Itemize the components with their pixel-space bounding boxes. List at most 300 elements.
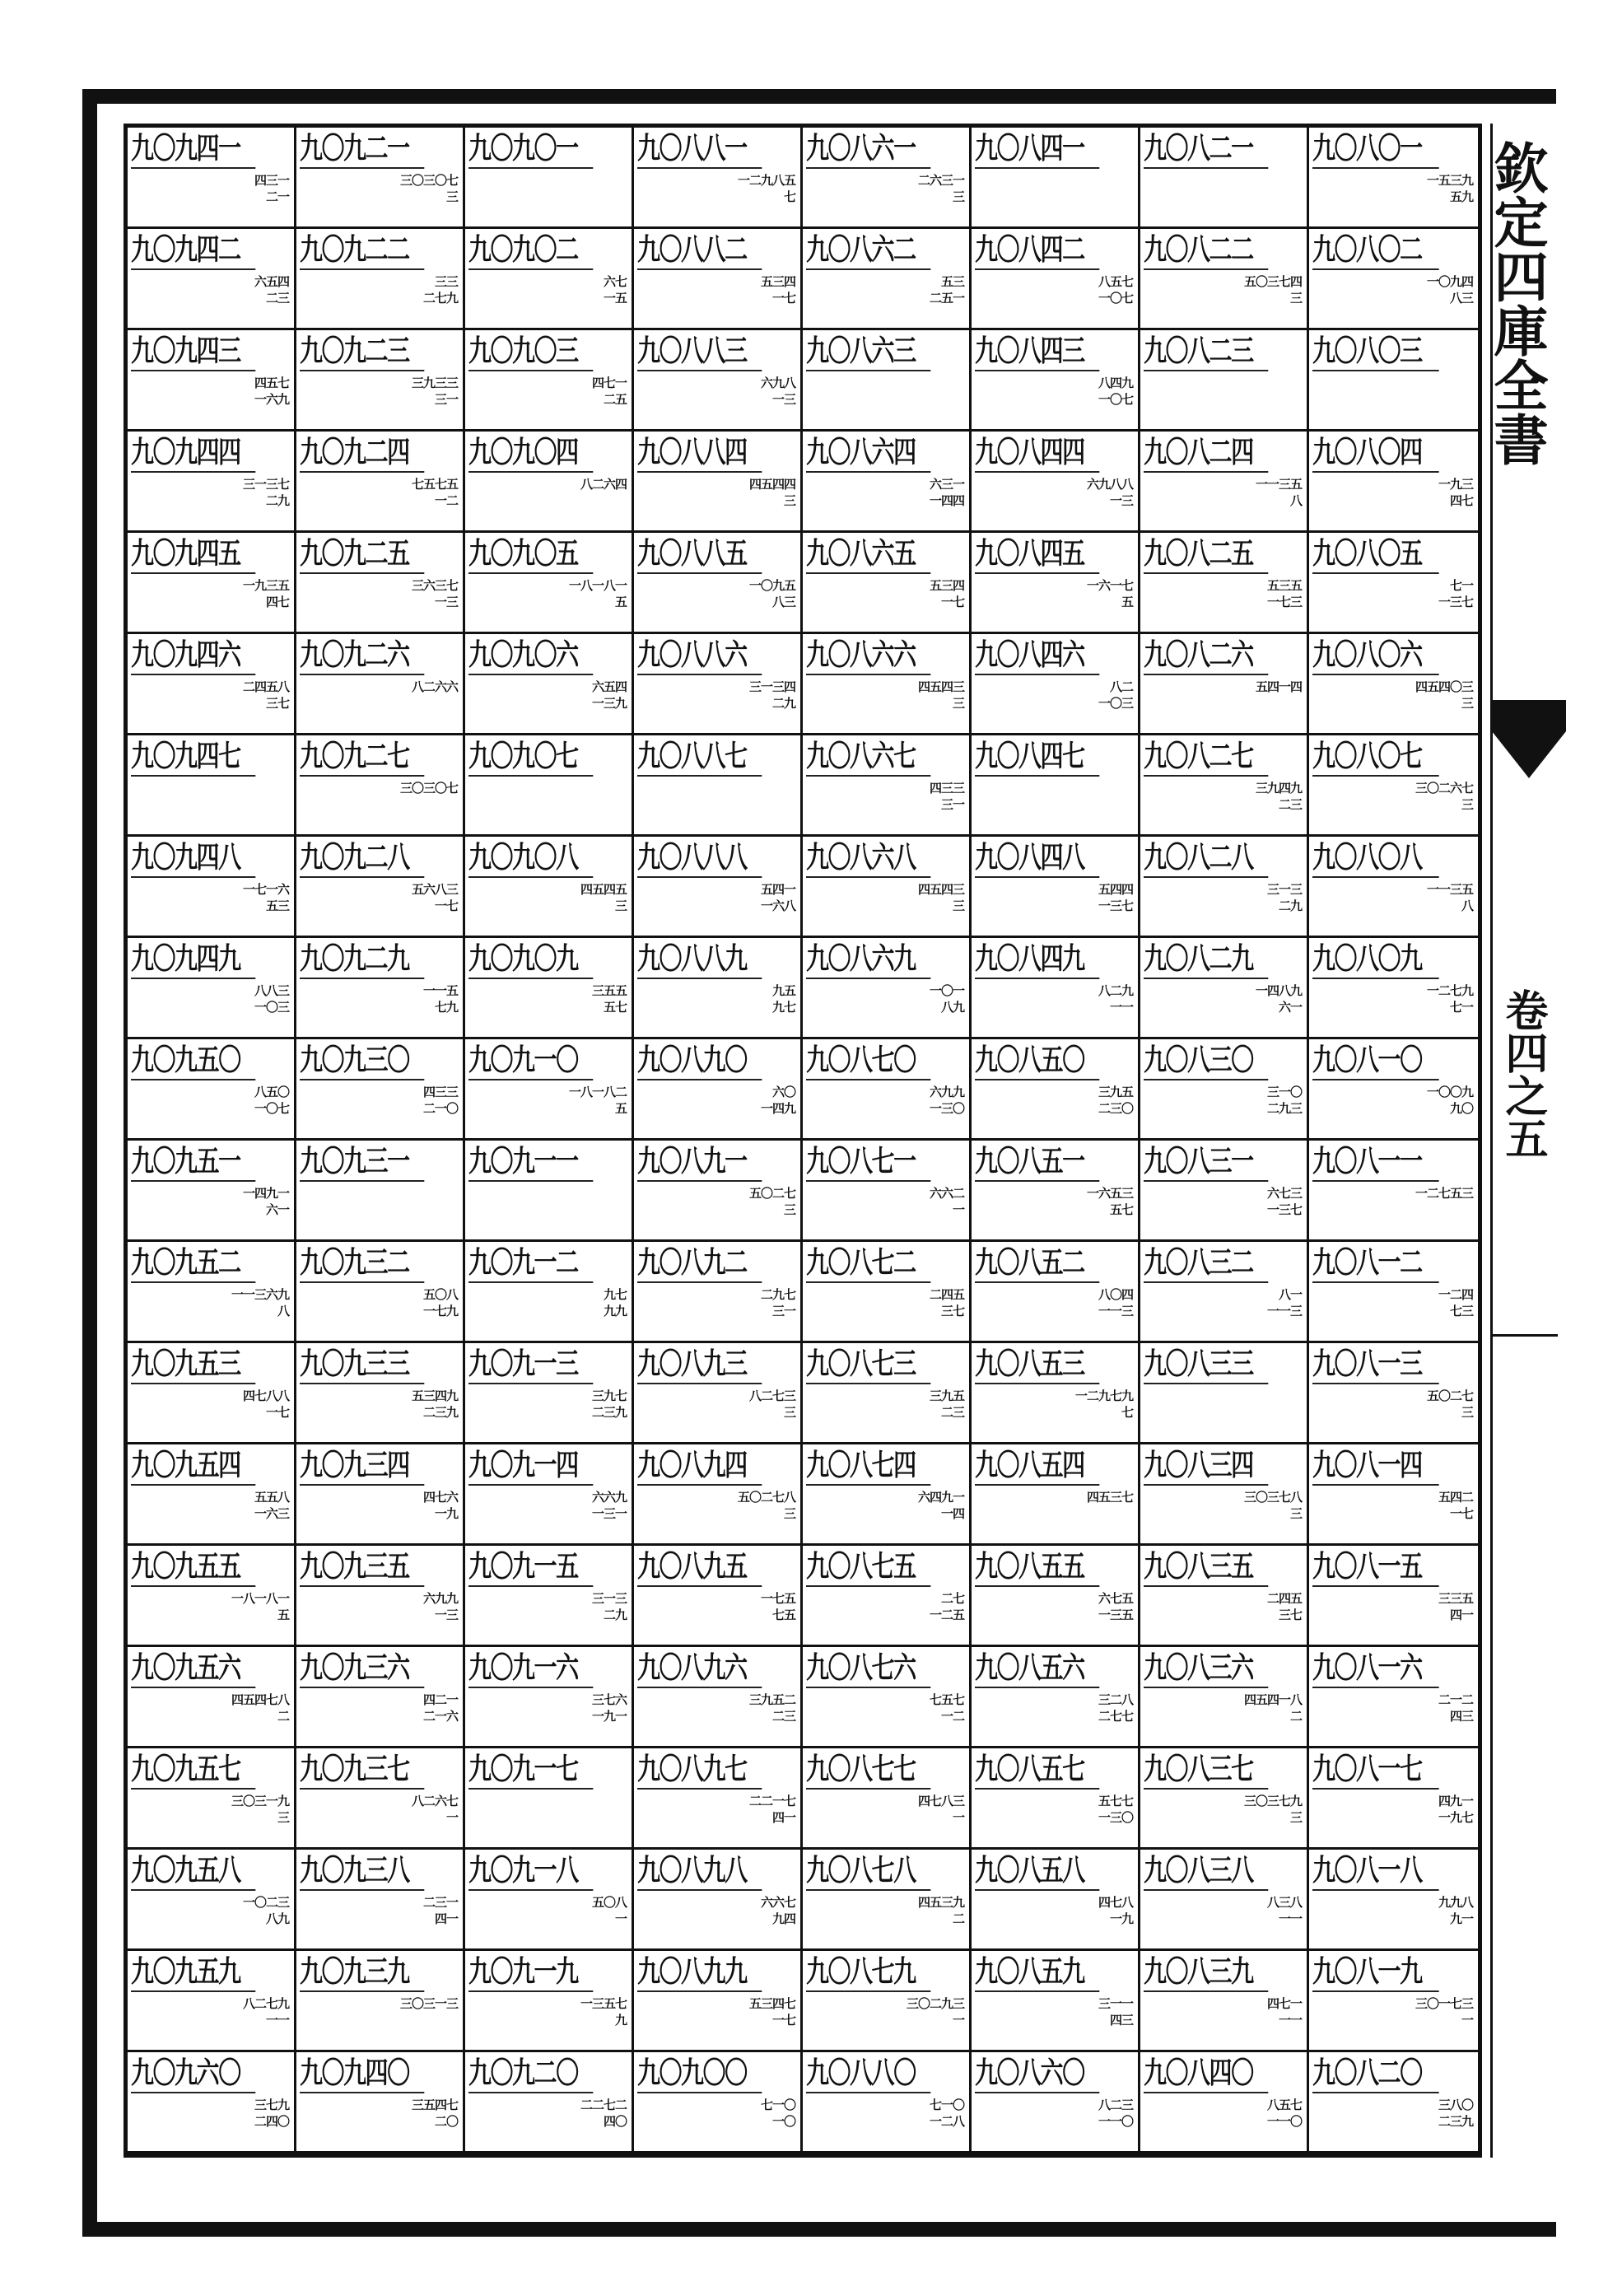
entry-value: 四五四三 三 — [917, 679, 964, 711]
entry-value: 五〇二七八 三 — [737, 1490, 795, 1521]
entry-number: 九〇八六二 — [806, 231, 930, 270]
entry-number: 九〇八五一 — [975, 1142, 1099, 1182]
entry-number: 九〇八四四 — [975, 433, 1099, 473]
table-cell — [296, 735, 465, 837]
entry-value: 三三五 四一 — [1438, 1591, 1473, 1622]
entry-value: 三九四九 二三 — [1255, 781, 1302, 812]
entry-number: 九〇九三一 — [300, 1142, 424, 1182]
table-cell — [296, 533, 465, 634]
table-cell — [634, 1444, 803, 1546]
table-cell — [128, 1242, 296, 1343]
entry-value: 三〇一七三 一 — [1415, 1996, 1473, 2028]
table-cell — [1309, 1647, 1478, 1748]
entry-number: 九〇八六七 — [806, 737, 930, 777]
entry-number: 九〇八六四 — [806, 433, 930, 473]
entry-value: 一二九八五 七 — [737, 173, 795, 204]
entry-number: 九〇八六三 — [806, 332, 930, 371]
entry-value: 一〇一 八九 — [929, 983, 964, 1015]
entry-value: 五〇二七 三 — [748, 1186, 795, 1217]
table-cell — [634, 128, 803, 229]
entry-value: 一八一八一 五 — [568, 578, 627, 609]
entry-number: 九〇八八三 — [637, 332, 762, 371]
entry-number: 九〇九五六 — [131, 1649, 255, 1688]
entry-value: 一〇九四 八三 — [1426, 274, 1473, 306]
entry-value: 一九三 四七 — [1438, 477, 1473, 508]
entry-number: 九〇八九六 — [637, 1649, 762, 1688]
entry-number: 九〇九五八 — [131, 1851, 255, 1891]
entry-value: 三一三 二九 — [591, 1591, 627, 1622]
entry-number: 九〇八〇九 — [1312, 940, 1439, 979]
entry-value: 一七一六 五三 — [242, 882, 289, 913]
entry-number: 九〇八一二 — [1312, 1244, 1439, 1283]
entry-number: 九〇九二七 — [300, 737, 424, 777]
table-cell — [634, 938, 803, 1039]
entry-number: 九〇九二六 — [300, 636, 424, 675]
table-cell — [972, 432, 1140, 533]
table-cell — [1309, 1039, 1478, 1141]
entry-number: 九〇八二五 — [1144, 534, 1268, 574]
entry-value: 四三一 二一 — [254, 173, 289, 204]
entry-number: 九〇九四二 — [131, 231, 255, 270]
entry-value: 一一三六九 八 — [231, 1287, 289, 1318]
entry-number: 九〇八七九 — [806, 1953, 930, 1992]
entry-value: 六五四 一三九 — [591, 679, 627, 711]
entry-value: 八三八 一一 — [1266, 1895, 1302, 1926]
entry-number: 九〇八四九 — [975, 940, 1099, 979]
table-cell — [972, 1850, 1140, 1951]
entry-number: 九〇九一九 — [468, 1953, 593, 1992]
entry-value: 八八三 一〇三 — [254, 983, 289, 1015]
entry-number: 九〇九二三 — [300, 332, 424, 371]
table-cell — [1309, 432, 1478, 533]
entry-value: 三二八 二七七 — [1098, 1692, 1133, 1724]
entry-number: 九〇八八五 — [637, 534, 762, 574]
entry-value: 三一一 四三 — [1098, 1996, 1133, 2028]
entry-number: 九〇八五九 — [975, 1953, 1099, 1992]
entry-number: 九〇九三三 — [300, 1345, 424, 1384]
entry-value: 三一三七 二九 — [242, 477, 289, 508]
table-cell — [1140, 1647, 1309, 1748]
table-cell — [128, 432, 296, 533]
table-cell — [1309, 1444, 1478, 1546]
entry-value: 三九五二 二三 — [748, 1692, 795, 1724]
entry-value: 二九七 三一 — [760, 1287, 795, 1318]
table-cell — [296, 1647, 465, 1748]
table-cell — [1309, 938, 1478, 1039]
table-cell — [972, 1546, 1140, 1647]
table-cell — [465, 330, 634, 432]
entry-value: 六九八 一三 — [760, 376, 795, 407]
entry-number: 九〇八五五 — [975, 1547, 1099, 1587]
entry-number: 九〇九二二 — [300, 231, 424, 270]
entry-value: 一一三五 八 — [1426, 882, 1473, 913]
entry-value: 二六三一 三 — [917, 173, 964, 204]
entry-value: 四五三九 二 — [917, 1895, 964, 1926]
entry-value: 三五五 五七 — [591, 983, 627, 1015]
entry-value: 九七 九九 — [603, 1287, 627, 1318]
table-cell — [803, 938, 972, 1039]
entry-number: 九〇九〇七 — [468, 737, 593, 777]
entry-number: 九〇八〇八 — [1312, 838, 1439, 878]
entry-number: 九〇八五八 — [975, 1851, 1099, 1891]
entry-number: 九〇八八二 — [637, 231, 762, 270]
entry-number: 九〇八〇一 — [1312, 129, 1439, 169]
entry-number: 九〇八五七 — [975, 1750, 1099, 1790]
entry-number: 九〇八二六 — [1144, 636, 1268, 675]
table-cell — [634, 1647, 803, 1748]
table-cell — [972, 330, 1140, 432]
table-cell — [803, 634, 972, 735]
entry-value: 五七七 一三〇 — [1098, 1794, 1133, 1825]
table-cell — [1140, 1546, 1309, 1647]
table-cell — [803, 1546, 972, 1647]
entry-number: 九〇八三六 — [1144, 1649, 1268, 1688]
entry-number: 九〇八一八 — [1312, 1851, 1439, 1891]
entry-number: 九〇九三五 — [300, 1547, 424, 1587]
entry-number: 九〇八七一 — [806, 1142, 930, 1182]
entry-number: 九〇八三二 — [1144, 1244, 1268, 1283]
entry-value: 四七八 一九 — [1098, 1895, 1133, 1926]
table-cell — [1309, 1850, 1478, 1951]
table-cell — [972, 938, 1140, 1039]
table-cell — [1140, 1951, 1309, 2052]
entry-value: 二二七二 四〇 — [580, 2098, 627, 2129]
table-cell — [1309, 533, 1478, 634]
entry-number: 九〇八一六 — [1312, 1649, 1439, 1688]
table-cell — [972, 1141, 1140, 1242]
table-cell — [634, 1748, 803, 1850]
table-cell — [803, 1141, 972, 1242]
entry-number: 九〇九三二 — [300, 1244, 424, 1283]
entry-number: 九〇九三九 — [300, 1953, 424, 1992]
table-cell — [634, 634, 803, 735]
entry-value: 五三四 一七 — [760, 274, 795, 306]
table-cell — [634, 1546, 803, 1647]
table-cell — [634, 1343, 803, 1444]
entry-value: 六七三 一三七 — [1266, 1186, 1302, 1217]
entry-number: 九〇九五五 — [131, 1547, 255, 1587]
entry-number: 九〇八九一 — [637, 1142, 762, 1182]
table-cell — [465, 1951, 634, 2052]
table-cell — [1309, 1141, 1478, 1242]
entry-value: 一一五 七九 — [422, 983, 458, 1015]
entry-number: 九〇八九四 — [637, 1446, 762, 1486]
entry-value: 一七五 七五 — [760, 1591, 795, 1622]
entry-value: 九五 九七 — [771, 983, 795, 1015]
entry-number: 九〇九〇八 — [468, 838, 593, 878]
entry-number: 九〇九一三 — [468, 1345, 593, 1384]
entry-value: 一九三五 四七 — [242, 578, 289, 609]
entry-number: 九〇八七三 — [806, 1345, 930, 1384]
entry-value: 一六五三 五七 — [1086, 1186, 1133, 1217]
table-cell — [972, 1647, 1140, 1748]
entry-number: 九〇九二四 — [300, 433, 424, 473]
entry-value: 一〇〇九 九〇 — [1426, 1085, 1473, 1116]
entry-value: 三九七 二三九 — [591, 1388, 627, 1420]
table-cell — [1309, 1951, 1478, 2052]
entry-value: 四五四四 三 — [748, 477, 795, 508]
table-cell — [972, 837, 1140, 938]
entry-value: 三九五 二三 — [929, 1388, 964, 1420]
entry-number: 九〇八九九 — [637, 1953, 762, 1992]
table-cell — [296, 938, 465, 1039]
entry-value: 三七六 一九一 — [591, 1692, 627, 1724]
table-cell — [634, 1850, 803, 1951]
entry-number: 九〇九二〇 — [468, 2054, 593, 2093]
table-cell — [465, 128, 634, 229]
entry-number: 九〇八七二 — [806, 1244, 930, 1283]
entry-number: 九〇九一一 — [468, 1142, 593, 1182]
table-cell — [465, 229, 634, 330]
entry-value: 八二七九 一一 — [242, 1996, 289, 2028]
entry-number: 九〇八二七 — [1144, 737, 1268, 777]
table-cell — [296, 330, 465, 432]
table-cell — [128, 2052, 296, 2154]
number-table — [124, 124, 1482, 2158]
entry-value: 三三 二七九 — [422, 274, 458, 306]
entry-value: 一〇二三 八九 — [242, 1895, 289, 1926]
entry-value: 一八一八二 五 — [568, 1085, 627, 1116]
entry-number: 九〇九四九 — [131, 940, 255, 979]
table-cell — [972, 128, 1140, 229]
table-cell — [296, 837, 465, 938]
entry-value: 八五七 一一〇 — [1266, 2098, 1302, 2129]
entry-value: 六六二 一 — [929, 1186, 964, 1217]
entry-number: 九〇八三八 — [1144, 1851, 1268, 1891]
table-cell — [803, 1343, 972, 1444]
entry-number: 九〇八〇七 — [1312, 737, 1439, 777]
entry-number: 九〇九四一 — [131, 129, 255, 169]
entry-number: 九〇九〇九 — [468, 940, 593, 979]
entry-value: 六七 一五 — [603, 274, 627, 306]
table-cell — [1309, 1748, 1478, 1850]
entry-value: 八二六四 — [580, 477, 627, 492]
entry-number: 九〇八〇五 — [1312, 534, 1439, 574]
entry-number: 九〇九四〇 — [300, 2054, 424, 2093]
entry-value: 三一〇 二九三 — [1266, 1085, 1302, 1116]
entry-number: 九〇八一五 — [1312, 1547, 1439, 1587]
entry-number: 九〇八九〇 — [637, 1041, 762, 1080]
entry-value: 六九九 一三〇 — [929, 1085, 964, 1116]
entry-value: 三〇二六七 三 — [1415, 781, 1473, 812]
entry-value: 四七八三 一 — [917, 1794, 964, 1825]
entry-number: 九〇八〇四 — [1312, 433, 1439, 473]
table-cell — [128, 1141, 296, 1242]
entry-number: 九〇八一九 — [1312, 1953, 1439, 1992]
table-cell — [634, 837, 803, 938]
entry-number: 九〇九一〇 — [468, 1041, 593, 1080]
entry-number: 九〇九五九 — [131, 1953, 255, 1992]
table-cell — [296, 432, 465, 533]
table-cell — [803, 432, 972, 533]
entry-number: 九〇八四〇 — [1144, 2054, 1268, 2093]
entry-number: 九〇八六九 — [806, 940, 930, 979]
entry-number: 九〇九五四 — [131, 1446, 255, 1486]
entry-number: 九〇九二九 — [300, 940, 424, 979]
table-cell — [1309, 330, 1478, 432]
table-cell — [465, 1748, 634, 1850]
entry-value: 六〇 一四九 — [760, 1085, 795, 1116]
entry-value: 五〇三七四 三 — [1243, 274, 1302, 306]
table-cell — [128, 1343, 296, 1444]
table-cell — [972, 533, 1140, 634]
table-cell — [972, 1748, 1140, 1850]
entry-number: 九〇八八〇 — [806, 2054, 930, 2093]
entry-value: 六六九 一三一 — [591, 1490, 627, 1521]
table-cell — [465, 1343, 634, 1444]
entry-number: 九〇九五一 — [131, 1142, 255, 1182]
table-cell — [465, 2052, 634, 2154]
entry-number: 九〇九二五 — [300, 534, 424, 574]
entry-value: 一六一七 五 — [1086, 578, 1133, 609]
entry-number: 九〇八四二 — [975, 231, 1099, 270]
entry-value: 二四五 三七 — [1266, 1591, 1302, 1622]
table-cell — [803, 837, 972, 938]
entry-value: 八二 一〇三 — [1098, 679, 1133, 711]
table-cell — [465, 1850, 634, 1951]
table-cell — [803, 229, 972, 330]
table-cell — [634, 1141, 803, 1242]
entry-value: 一五三九 五九 — [1426, 173, 1473, 204]
entry-number: 九〇八三七 — [1144, 1750, 1268, 1790]
entry-number: 九〇八六〇 — [975, 2054, 1099, 2093]
entry-number: 九〇八九五 — [637, 1547, 762, 1587]
entry-number: 九〇九〇三 — [468, 332, 593, 371]
table-cell — [1140, 735, 1309, 837]
entry-value: 二一二 四三 — [1438, 1692, 1473, 1724]
table-cell — [634, 1242, 803, 1343]
entry-value: 三〇二九三 一 — [906, 1996, 964, 2028]
entry-value: 八二六七 一 — [411, 1794, 458, 1825]
book-title: 欽定四庫全書 — [1485, 140, 1549, 466]
entry-number: 九〇九一六 — [468, 1649, 593, 1688]
entry-value: 四五七 一六九 — [254, 376, 289, 407]
table-cell — [1140, 1242, 1309, 1343]
entry-number: 九〇八八八 — [637, 838, 762, 878]
entry-value: 二二一七 四一 — [748, 1794, 795, 1825]
entry-value: 五三四七 一七 — [748, 1996, 795, 2028]
table-cell — [465, 938, 634, 1039]
table-cell — [1309, 634, 1478, 735]
entry-number: 九〇九一七 — [468, 1750, 593, 1790]
table-cell — [1140, 432, 1309, 533]
entry-value: 三一三 二九 — [1266, 882, 1302, 913]
table-cell — [803, 2052, 972, 2154]
table-cell — [465, 432, 634, 533]
table-cell — [972, 1444, 1140, 1546]
table-cell — [465, 735, 634, 837]
entry-number: 九〇八八九 — [637, 940, 762, 979]
table-cell — [1309, 128, 1478, 229]
entry-value: 五五八 一六三 — [254, 1490, 289, 1521]
entry-number: 九〇八二〇 — [1312, 2054, 1439, 2093]
entry-value: 五四二 一七 — [1438, 1490, 1473, 1521]
entry-value: 九九八 九一 — [1438, 1895, 1473, 1926]
table-cell — [1140, 1748, 1309, 1850]
entry-value: 四五四七八 二 — [231, 1692, 289, 1724]
entry-value: 四二一 二一六 — [422, 1692, 458, 1724]
entry-value: 八二六六 — [411, 679, 458, 694]
entry-number: 九〇九五〇 — [131, 1041, 255, 1080]
entry-number: 九〇九三〇 — [300, 1041, 424, 1080]
entry-value: 五〇八 一 — [591, 1895, 627, 1926]
entry-number: 九〇八三五 — [1144, 1547, 1268, 1587]
table-cell — [465, 1444, 634, 1546]
table-cell — [465, 837, 634, 938]
entry-value: 五六八三 一七 — [411, 882, 458, 913]
entry-value: 四三三 二一〇 — [422, 1085, 458, 1116]
table-cell — [1140, 1141, 1309, 1242]
entry-value: 八五〇 一〇七 — [254, 1085, 289, 1116]
entry-number: 九〇九四七 — [131, 737, 255, 777]
table-cell — [972, 1951, 1140, 2052]
entry-value: 三五四七 二〇 — [411, 2098, 458, 2129]
entry-number: 九〇九四五 — [131, 534, 255, 574]
entry-number: 九〇八九八 — [637, 1851, 762, 1891]
entry-value: 三〇三七八 三 — [1243, 1490, 1302, 1521]
table-cell — [803, 1951, 972, 2052]
table-cell — [128, 1951, 296, 2052]
entry-value: 七五七 一二 — [929, 1692, 964, 1724]
margin-rule — [1492, 1334, 1558, 1337]
entry-value: 六五四 二三 — [254, 274, 289, 306]
table-cell — [296, 1141, 465, 1242]
entry-value: 四五四一八 二 — [1243, 1692, 1302, 1724]
entry-number: 九〇九一五 — [468, 1547, 593, 1587]
entry-value: 三六三七 一三 — [411, 578, 458, 609]
entry-number: 九〇八四八 — [975, 838, 1099, 878]
table-cell — [296, 1951, 465, 2052]
entry-number: 九〇八七八 — [806, 1851, 930, 1891]
entry-value: 五三四九 二三九 — [411, 1388, 458, 1420]
table-cell — [1309, 1242, 1478, 1343]
table-cell — [803, 330, 972, 432]
table-cell — [1140, 1444, 1309, 1546]
entry-number: 九〇八七〇 — [806, 1041, 930, 1080]
entry-value: 四五四〇三 三 — [1415, 679, 1473, 711]
table-cell — [1140, 2052, 1309, 2154]
entry-number: 九〇八四七 — [975, 737, 1099, 777]
entry-number: 九〇九四六 — [131, 636, 255, 675]
entry-number: 九〇八七五 — [806, 1547, 930, 1587]
entry-number: 九〇八〇二 — [1312, 231, 1439, 270]
entry-value: 八〇四 一一三 — [1098, 1287, 1133, 1318]
table-cell — [1309, 229, 1478, 330]
entry-number: 九〇八六五 — [806, 534, 930, 574]
table-cell — [465, 1039, 634, 1141]
entry-number: 九〇八八四 — [637, 433, 762, 473]
table-cell — [128, 634, 296, 735]
entry-number: 九〇八五六 — [975, 1649, 1099, 1688]
table-cell — [972, 1242, 1140, 1343]
entry-value: 四五三七 — [1086, 1490, 1133, 1505]
entry-value: 六九八八 一三 — [1086, 477, 1133, 508]
table-cell — [634, 533, 803, 634]
table-cell — [128, 938, 296, 1039]
entry-value: 六三一 一四四 — [929, 477, 964, 508]
entry-value: 一三五七 九 — [580, 1996, 627, 2028]
entry-value: 四五四三 三 — [917, 882, 964, 913]
entry-value: 五〇八 一七九 — [422, 1287, 458, 1318]
entry-number: 九〇八〇三 — [1312, 332, 1439, 371]
table-cell — [1309, 1343, 1478, 1444]
entry-value: 八四九 一〇七 — [1098, 376, 1133, 407]
entry-value: 八二三 一一〇 — [1098, 2098, 1133, 2129]
entry-value: 一二七五三 — [1415, 1186, 1473, 1201]
table-cell — [634, 1951, 803, 2052]
entry-value: 三一三四 二九 — [748, 679, 795, 711]
table-cell — [803, 1647, 972, 1748]
